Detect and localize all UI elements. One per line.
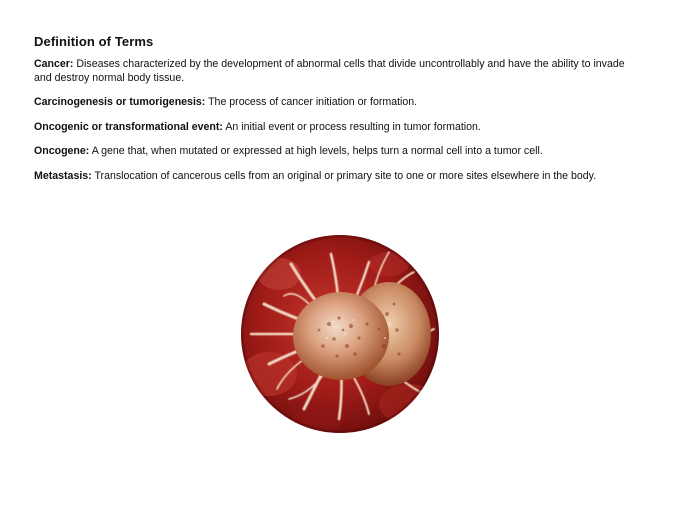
term-definition: A gene that, when mutated or expressed at high levels, helps turn a normal cell into a tumor cell.	[91, 145, 543, 157]
definition-item-oncogenic-event	[34, 121, 634, 135]
definition-item-carcinogenesis	[34, 96, 634, 110]
definition-item-metastasis	[34, 170, 634, 184]
term-label: Oncogene:	[34, 145, 90, 157]
definition-item-cancer	[34, 58, 634, 85]
cancer-cell-icon	[239, 234, 441, 434]
term-definition: Diseases characterized by the development of abnormal cells that divide uncontrollably and have the ability to invade and destroy normal body tissue.	[34, 58, 625, 84]
cancer-cell-illustration	[239, 234, 441, 434]
term-definition: An initial event or process resulting in tumor formation.	[225, 120, 481, 133]
term-label: Oncogenic or transformational event:	[34, 120, 223, 133]
page-title: Definition of Terms	[34, 34, 154, 49]
term-label: Cancer:	[34, 58, 74, 70]
term-label: Carcinogenesis or tumorigenesis:	[34, 96, 206, 108]
term-definition: Translocation of cancerous cells from an original or primary site to one or more sites elsewhere in the body.	[94, 169, 597, 182]
definition-item-oncogene	[34, 145, 634, 159]
term-definition: The process of cancer initiation or formation.	[208, 96, 418, 108]
term-label: Metastasis:	[34, 169, 92, 182]
definitions-list	[34, 58, 634, 194]
